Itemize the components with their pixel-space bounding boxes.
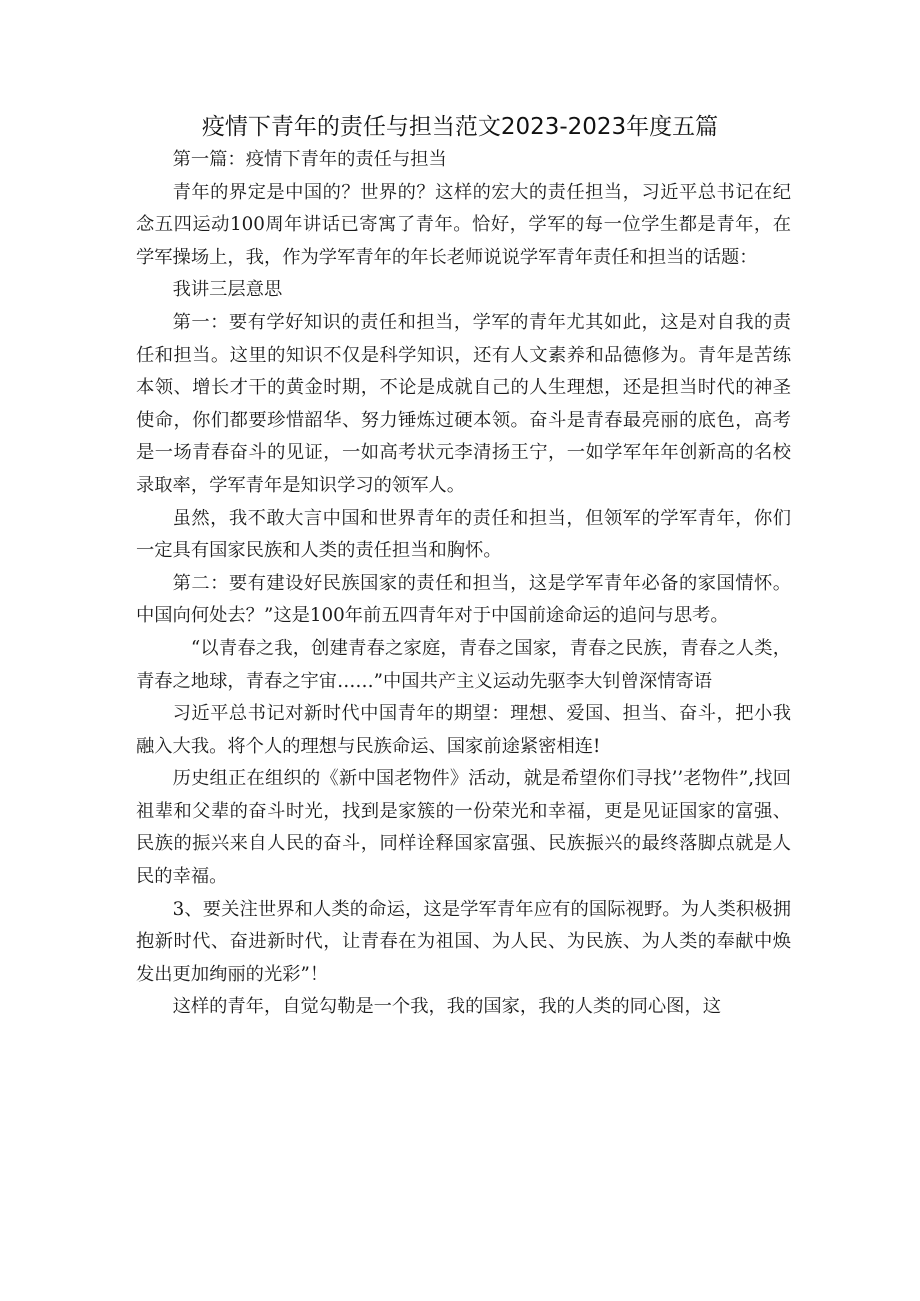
paragraph-point-three: 3、要关注世界和人类的命运，这是学军青年应有的国际视野。为人类积极拥抱新时代、奋进新时代，让青春在为祖国、为人民、为民族、为人类的奉献中焕发出更加绚丽的光彩”！ — [136, 898, 791, 985]
paragraph-point-one: 第一：要有学好知识的责任和担当，学军的青年尤其如此，这是对自我的责任和担当。这里的知识不仅是科学知识，还有人文素养和品德修为。青年是苦练本领、增长才干的黄金时期，不论是成就自己的人生理想，还是担当时代的神圣使命，你们都要珍惜韶华、努力锤炼过硬本领。奋斗是青春最亮丽的底色，高考是一场青春奋斗的见证，一如高考状元李清扬王宁，一如学军年年创新高的名校录取率，学军青年是知识学习的领军人。 — [136, 311, 791, 496]
paragraph-expectation: 习近平总书记对新时代中国青年的期望：理想、爱国、担当、奋斗，把小我融入大我。将个人的理想与民族命运、国家前途紧密相连! — [136, 703, 791, 757]
section-heading: 第一篇：疫情下青年的责任与担当 — [172, 149, 447, 170]
paragraph-intro: 青年的界定是中国的？世界的？这样的宏大的责任担当，习近平总书记在纪念五四运动100周年讲话已寄寓了青年。恰好，学军的每一位学生都是青年，在学军操场上，我，作为学军青年的年长老师说说学军青年责任和担当的话题： — [136, 181, 791, 268]
paragraph-quote: “以青春之我，创建青春之家庭，青春之国家，青春之民族，青春之人类，青春之地球，青春之宇宙……”中国共产主义运动先驱李大钊曾深情寄语 — [136, 637, 791, 692]
paragraph-closing: 这样的青年，自觉勾勒是一个我，我的国家，我的人类的同心图，这 — [172, 996, 722, 1018]
paragraph-three-points: 我讲三层意思 — [172, 279, 283, 301]
paragraph-point-two: 第二：要有建设好民族国家的责任和担当，这是学军青年必备的家国情怀。中国向何处去？”这是100年前五四青年对于中国前途命运的追问与思考。 — [136, 572, 791, 627]
document-body — [136, 144, 791, 1024]
paragraph-although: 虽然，我不敢大言中国和世界青年的责任和担当，但领军的学军青年，你们一定具有国家民族和人类的责任担当和胸怀。 — [136, 507, 791, 562]
paragraph-history-group: 历史组正在组织的《新中国老物件》活动，就是希望你们寻找’’老物件”,找回祖辈和父辈的奋斗时光，找到是家簇的一份荣光和幸福，更是见证国家的富强、民族的振兴来自人民的奋斗，同样诠释国家富强、民族振兴的最终落脚点就是人民的幸福。 — [136, 768, 791, 888]
document-title: 疫情下青年的责任与担当范文2023-2023年度五篇 — [201, 114, 719, 140]
